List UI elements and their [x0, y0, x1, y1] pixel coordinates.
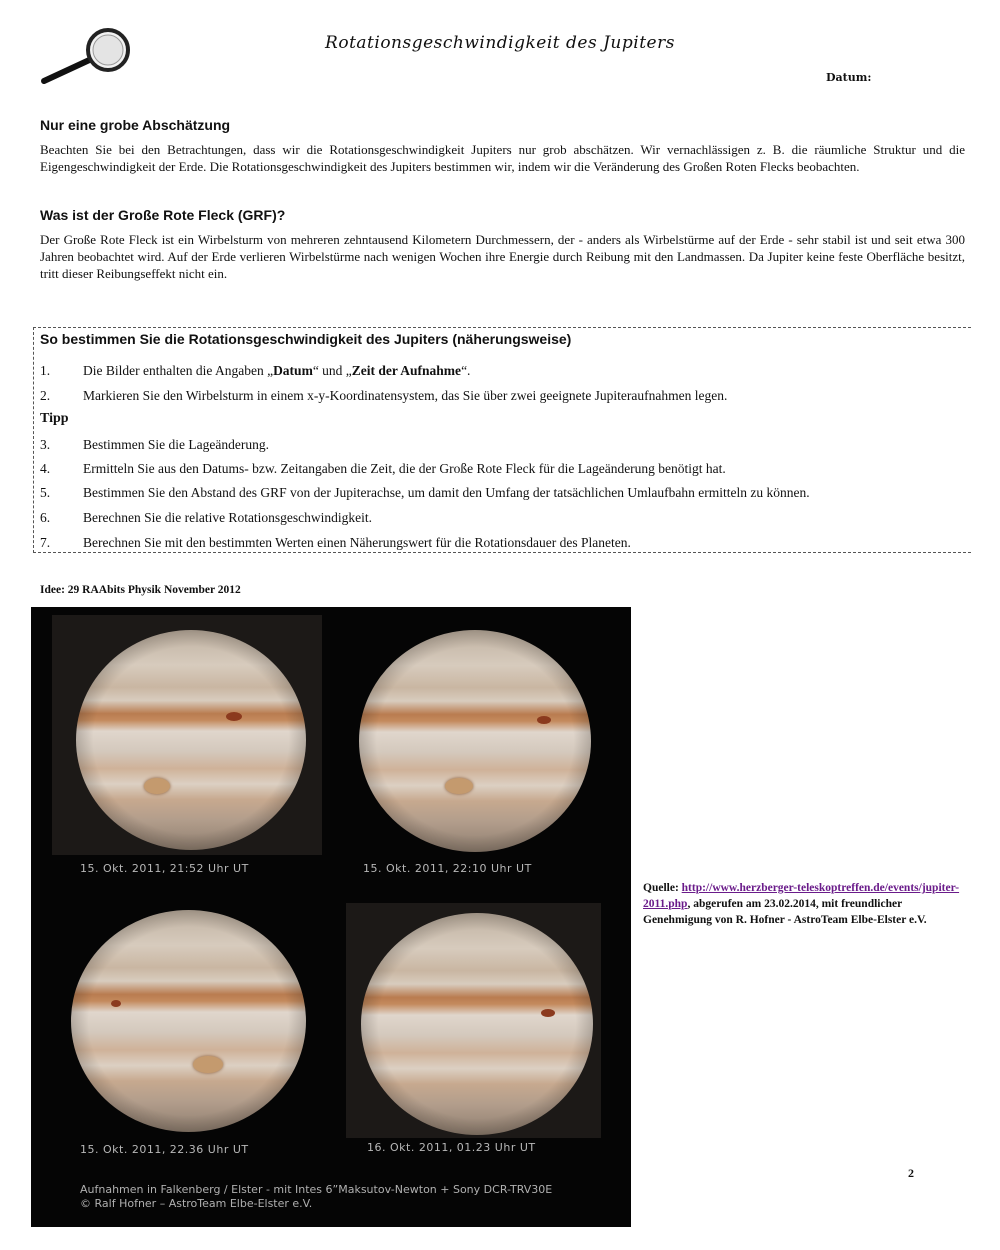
page-title: Rotationsgeschwindigkeit des Jupiters — [325, 33, 675, 53]
instructions-heading: So bestimmen Sie die Rotationsgeschwindigkeit des Jupiters (näherungsweise) — [40, 331, 572, 347]
page-number: 2 — [908, 1166, 914, 1180]
jupiter-photo — [31, 607, 631, 1227]
section2-text: Der Große Rote Fleck ist ein Wirbelsturm von mehreren zehntausend Kilometern Durchmessern, der - anders als Wirbelstürme auf der Erde - sehr stabil ist und seit etwa 300 Jahren beobachtet wird. Auf der Erde verlieren Wirbelstürme nach wenigen Wochen ihre Energie durch Reibung mit den Landmassen. Da Jupiter keine feste Oberfläche besitzt, tritt dieser Reibungseffekt nicht ein. — [40, 232, 965, 281]
source-link[interactable]: http://www.herzberger-teleskoptreffen.de/events/jupiter-2011.php — [643, 882, 960, 910]
idee-note: Idee: 29 RAAbits Physik November 2012 — [40, 584, 241, 596]
step-3: 3. Bestimmen Sie die Lageänderung. — [40, 437, 269, 452]
caption-1: 15. Okt. 2011, 21:52 Uhr UT — [80, 862, 249, 875]
step-5: 5. Bestimmen Sie den Abstand des GRF von der Jupiterachse, um damit den Umfang der tatsächlichen Umlaufbahn ermitteln zu können. — [40, 485, 810, 500]
step-2: 2. Markieren Sie den Wirbelsturm in einem x-y-Koordinatensystem, das Sie über zwei geeignete Jupiteraufnahmen legen. — [40, 388, 728, 403]
caption-4: 16. Okt. 2011, 01.23 Uhr UT — [367, 1141, 536, 1154]
caption-2: 15. Okt. 2011, 22:10 Uhr UT — [363, 862, 532, 875]
jupiter-image-3 — [71, 910, 306, 1132]
jupiter-image-2 — [359, 630, 591, 852]
photo-credit-line1: Aufnahmen in Falkenberg / Elster - mit Intes 6”Maksutov-Newton + Sony DCR-TRV30E — [80, 1183, 553, 1196]
step-6: 6. Berechnen Sie die relative Rotationsgeschwindigkeit. — [40, 510, 373, 525]
section2-heading: Was ist der Große Rote Fleck (GRF)? — [40, 207, 286, 223]
caption-3: 15. Okt. 2011, 22.36 Uhr UT — [80, 1143, 249, 1156]
step-7: 7. Berechnen Sie mit den bestimmten Werten einen Näherungswert für die Rotationsdauer des Planeten. — [40, 535, 631, 550]
datum-label: Datum: — [826, 71, 872, 84]
source-note: Quelle: http://www.herzberger-teleskoptreffen.de/events/jupiter-2011.php, abgerufen am 23.02.2014, mit freundlicher Genehmigung von R. Hofner - AstroTeam Elbe-Elster e.V. — [643, 882, 960, 926]
jupiter-image-4 — [361, 913, 593, 1135]
section1-heading: Nur eine grobe Abschätzung — [40, 117, 231, 133]
section1-text: Beachten Sie bei den Betrachtungen, dass wir die Rotationsgeschwindigkeit Jupiters nur grob abschätzen. Wir vernachlässigen z. B. die räumliche Struktur und die Eigengeschwindigkeit der Erde. Die Rotationsgeschwindigkeit des Jupiters bestimmen wir, indem wir die Veränderung des Großen Roten Flecks beobachten. — [40, 142, 965, 174]
photo-credit-line2: © Ralf Hofner – AstroTeam Elbe-Elster e.V. — [80, 1197, 313, 1210]
tipp-label: Tipp — [40, 411, 69, 426]
jupiter-image-1 — [76, 630, 306, 850]
step-4: 4. Ermitteln Sie aus den Datums- bzw. Zeitangaben die Zeit, die der Große Rote Fleck für die Lageänderung benötigt hat. — [40, 461, 726, 476]
step-1: 1. Die Bilder enthalten die Angaben „Datum“ und „Zeit der Aufnahme“. — [40, 363, 471, 378]
